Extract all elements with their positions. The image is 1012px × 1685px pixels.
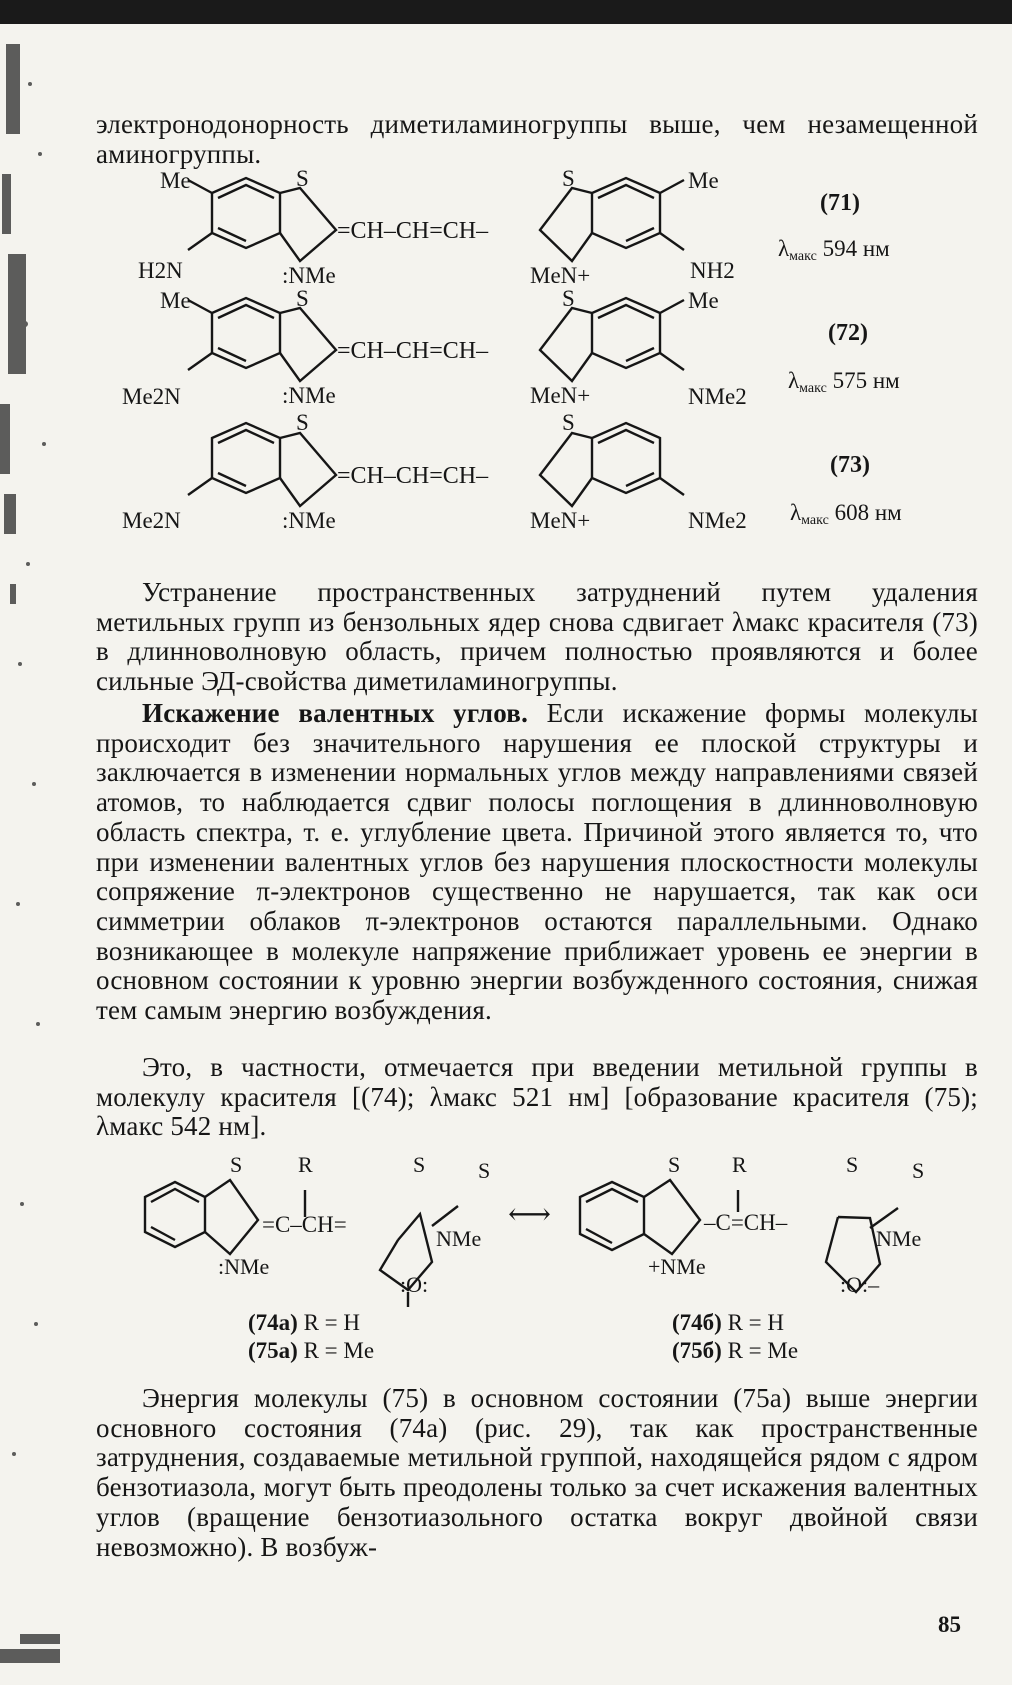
lambda-71: $\lambda_{макс}$ 594 нм xyxy=(778,236,890,264)
paragraph-methyl: Это, в частности, отмечается при введении метильной группы в молекулу красителя [(74); λмакс 521 нм] [образование красителя (75); λмакс 542 нм]. xyxy=(96,1052,978,1142)
atom-nme: :NMe xyxy=(282,263,336,288)
legend-74b: (74б) R = H xyxy=(672,1310,784,1335)
atom-nme: :NMe xyxy=(282,383,336,408)
atom-s: S xyxy=(296,168,309,191)
paragraph-intro: электронодонорность диметиламиногруппы выше, чем незамещенной аминогруппы. xyxy=(96,109,978,169)
legend-75b: (75б) R = Me xyxy=(672,1338,799,1363)
legend-74a: (74а) R = H xyxy=(248,1310,360,1335)
atom-nme: NMe xyxy=(876,1226,922,1251)
polymethine-chain: =CH–CH=CH– xyxy=(337,338,489,364)
atom-me2n: Me2N xyxy=(122,508,181,533)
atom-s: S xyxy=(912,1158,925,1183)
polymethine-chain: =CH–CH=CH– xyxy=(337,463,489,489)
atom-s: S xyxy=(296,286,309,311)
compound-label-72: (72) xyxy=(828,320,868,346)
lambda-72: $\lambda_{макс}$ 575 нм xyxy=(788,368,900,396)
resonance-arrow: ⟷ xyxy=(508,1198,552,1231)
atom-s: S xyxy=(230,1152,243,1177)
atom-men-plus: MeN+ xyxy=(530,263,591,288)
atom-s: S xyxy=(413,1152,426,1177)
atom-r: R xyxy=(732,1152,747,1177)
atom-o-minus: :O:– xyxy=(840,1272,880,1297)
atom-r: R xyxy=(298,1152,313,1177)
atom-me: Me xyxy=(160,168,191,193)
page-number: 85 xyxy=(938,1612,961,1637)
atom-me: Me xyxy=(160,288,191,313)
atom-me2n: Me2N xyxy=(122,384,181,409)
atom-s: S xyxy=(846,1152,859,1177)
atom-nme2: NMe2 xyxy=(688,384,747,409)
atom-nme: :NMe xyxy=(282,508,336,533)
atom-s: S xyxy=(562,286,575,311)
atom-nme: NMe xyxy=(436,1226,482,1251)
atom-me: Me xyxy=(688,168,719,193)
bond-c: =C–CH= xyxy=(262,1212,347,1237)
lambda-73: $\lambda_{макс}$ 608 нм xyxy=(790,500,902,528)
atom-nme-plus: +NMe xyxy=(648,1254,706,1279)
atom-s: S xyxy=(478,1158,491,1183)
atom-me: Me xyxy=(688,288,719,313)
section-heading: Искажение валентных углов. xyxy=(142,698,529,728)
atom-men-plus: MeN+ xyxy=(530,508,591,533)
legend-75a: (75а) R = Me xyxy=(248,1338,375,1363)
paragraph-steric: Устранение пространственных затруднений путем удаления метильных групп из бензольных ядер снова сдвигает λмакс красителя (73) в длинноволновую область, причем полностью проявляются и более сильные ЭД-свойства диметиламиногруппы. xyxy=(96,577,978,697)
bond-c: –C=CH– xyxy=(704,1210,788,1235)
atom-s: S xyxy=(562,168,575,191)
atom-s: S xyxy=(668,1152,681,1177)
paragraph-energy: Энергия молекулы (75) в основном состоянии (75а) выше энергии основного состояния (74а) (рис. 29), так как пространственные затруднения, создаваемые метильной группой, находящейся рядом с ядром бензотиазола, могут быть преодолены только за счет искажения валентных углов (вращение бензотиазольного остатка вокруг двойной связи невозможно). В возбуж- xyxy=(96,1383,978,1562)
polymethine-chain: =CH–CH=CH– xyxy=(337,218,489,244)
atom-nme: :NMe xyxy=(218,1254,270,1279)
paragraph-valence-angles: Искажение валентных углов. Если искажение формы молекулы происходит без значительного нарушения ее плоской структуры и заключается в изменении нормальных углов между направлениями связей атомов, то наблюдается сдвиг полосы поглощения в длинноволновую область спектра, т. е. углубление цвета. Причиной этого является то, что при изменении валентных углов без нарушения плоскостности молекулы сопряжение π-электронов существенно не нарушается, так как оси симметрии облаков π-электронов остаются параллельными. Однако возникающее в молекуле напряжение приближает уровень ее энергии в основном состоянии к уровню энергии возбужденного состояния, снижая тем самым энергию возбуждения. xyxy=(96,698,978,1026)
scan-top-border xyxy=(0,0,1012,24)
compound-label-73: (73) xyxy=(830,452,870,478)
compound-label-71: (71) xyxy=(820,190,860,216)
atom-s: S xyxy=(296,410,309,435)
atom-o: :O: xyxy=(400,1272,429,1297)
atom-men-plus: MeN+ xyxy=(530,383,591,408)
atom-nh2: NH2 xyxy=(690,258,735,283)
structures-74-75-resonance xyxy=(0,1142,1012,1307)
atom-h2n: H2N xyxy=(138,258,183,283)
atom-s: S xyxy=(562,410,575,435)
atom-nme2: NMe2 xyxy=(688,508,747,533)
